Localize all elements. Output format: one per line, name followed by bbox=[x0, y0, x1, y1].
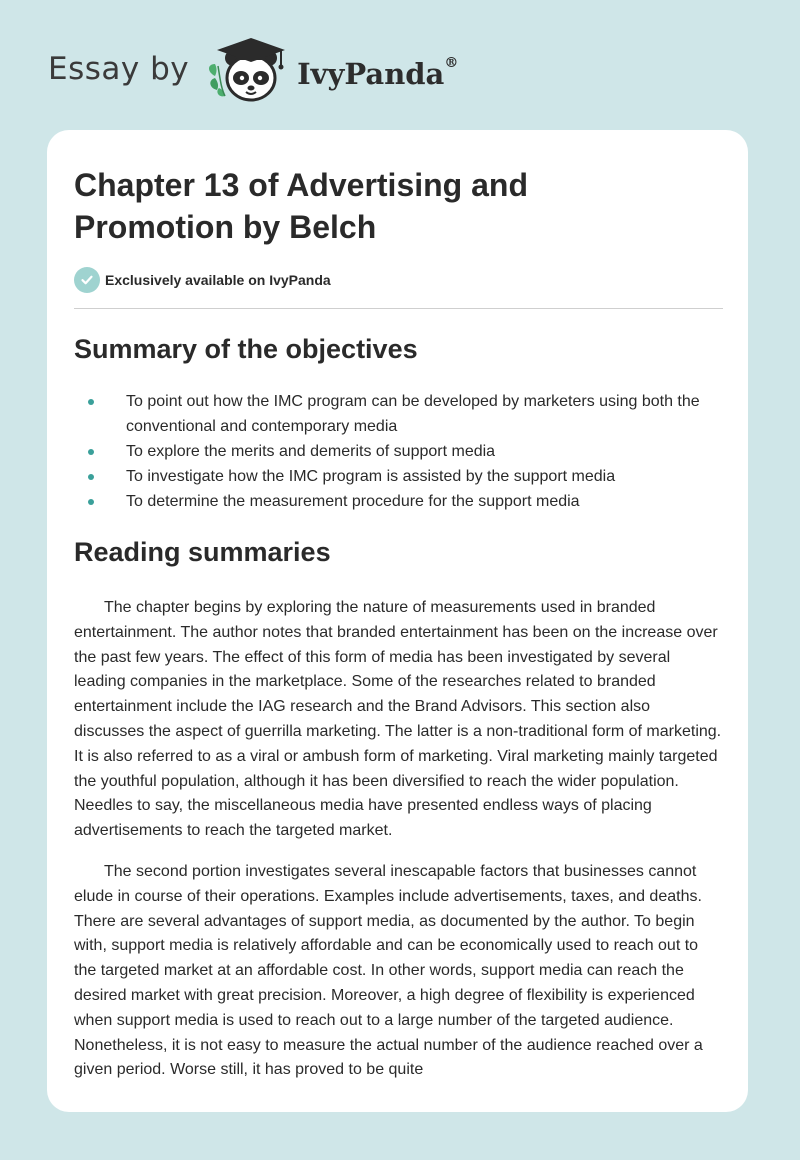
section-heading-objectives: Summary of the objectives bbox=[74, 334, 418, 364]
exclusive-label: Exclusively available on IvyPanda bbox=[105, 272, 331, 288]
list-item: To determine the measurement procedure for the support media bbox=[74, 489, 706, 514]
essay-card bbox=[47, 130, 748, 1112]
list-item: To point out how the IMC program can be developed by marketers using both the conventional and contemporary media bbox=[74, 389, 706, 439]
list-item: To investigate how the IMC program is assisted by the support media bbox=[74, 464, 706, 489]
list-item: To explore the merits and demerits of support media bbox=[74, 439, 706, 464]
brand-logo[interactable] bbox=[48, 36, 458, 108]
panda-mascot-icon bbox=[203, 36, 295, 108]
page-title: Chapter 13 of Advertising and Promotion by Belch bbox=[74, 167, 528, 245]
divider bbox=[74, 308, 723, 309]
brand-name: IvyPanda® bbox=[297, 55, 459, 91]
brand-prefix: Essay by bbox=[48, 51, 190, 87]
objectives-list bbox=[74, 389, 722, 514]
exclusive-badge bbox=[74, 266, 722, 294]
registered-mark: ® bbox=[444, 55, 459, 71]
check-icon bbox=[74, 267, 100, 293]
paragraph: The chapter begins by exploring the nature of measurements used in branded entertainment. The author notes that branded entertainment has been on the increase over the past few years. The effect of this form of media has been investigated by several leading companies in the marketplace. Some of the researches related to branded entertainment include the IAG research and the Brand Advisors. This section also discusses the aspect of guerrilla marketing. The latter is a non-traditional form of marketing. It is also referred to as a viral or ambush form of marketing. Viral marketing mainly targeted the youthful population, although it has been diversified to reach the wider population. Needles to say, the miscellaneous media have presented endless ways of placing advertisements to reach the targeted market. bbox=[74, 599, 722, 840]
paragraph: The second portion investigates several inescapable factors that businesses cannot elude in course of their operations. Examples include advertisements, taxes, and deaths. There are several advantages of support media, as documented by the author. To begin with, support media is relatively affordable and can be economically used to reach out to the targeted market at an affordable cost. In other words, support media can reach the desired market with great precision. Moreover, a high degree of flexibility is experienced when support media is used to reach out to a large number of the targeted audience. Nonetheless, it is not easy to measure the actual number of the audience reached over a given period. Worse still, it has proved to be quite bbox=[74, 862, 703, 1079]
section-heading-reading-summaries: Reading summaries bbox=[74, 537, 331, 567]
